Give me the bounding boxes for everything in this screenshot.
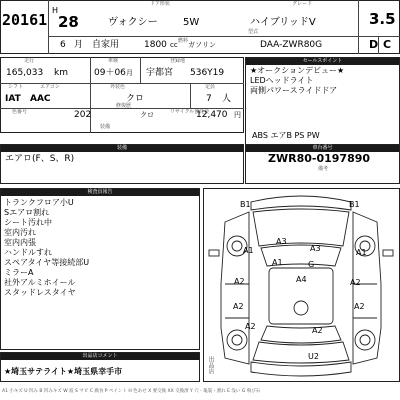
month: 6 [60, 40, 66, 50]
damage-mark: A1 [272, 258, 283, 267]
chassis-number: ZWR80-0197890 [268, 152, 371, 165]
usage: 自家用 [92, 40, 120, 50]
grade: ハイブリッドV [250, 17, 316, 28]
seats-unit: 人 [222, 94, 232, 104]
year: 28 [58, 13, 79, 31]
inspection-label: 車検 [108, 58, 119, 64]
location-value: 宇都宮 [146, 68, 174, 78]
car-diagram [203, 188, 400, 382]
sales-points-title: セールスポイント [246, 58, 399, 65]
sales-point-item: LEDヘッドライト [250, 76, 314, 85]
model-code: DAA-ZWR80G [260, 40, 323, 50]
sales-points-list [250, 66, 344, 96]
mileage-label: 走行 [24, 58, 35, 64]
damage-mark: A1 [243, 246, 254, 255]
history-label: 修復歴 [116, 103, 132, 109]
chassis-title: 車台番号 [246, 145, 399, 152]
color-name: クロ [140, 111, 154, 119]
fuel-label: 燃料 [178, 38, 189, 44]
shift-label: シフト [8, 84, 24, 90]
equipment-codes: ABS エアB PS PW [252, 131, 320, 140]
recycle-label: リサイクル預託金 [170, 109, 210, 115]
inspector-item: スタッドレスタイヤ [4, 288, 76, 297]
damage-mark: A2 [245, 322, 256, 331]
seats-label: 定員 [205, 84, 216, 90]
footer-legend: A1 小キズ U 凹み B 凹みキズ W 波 S サビ C 腐食 P ペイント H 色あせ X 要交換 XX 交換済 Y 穴・亀裂・割れ E 浅い G 飛び石 [2, 389, 261, 394]
doors: 5W [183, 17, 200, 28]
price-unit: 円 [234, 111, 241, 119]
inspector-item: 室内内張 [4, 238, 36, 247]
damage-mark: U2 [308, 352, 319, 361]
era-mark: H [52, 6, 59, 15]
equipment-title: 装備 [1, 145, 243, 152]
damage-mark: A4 [296, 275, 307, 284]
fuel: ガソリン [188, 41, 216, 49]
lot-number: 20161 [2, 11, 48, 29]
seats-value: 7 [206, 94, 212, 104]
color: クロ [126, 94, 145, 104]
damage-mark: A3 [310, 244, 321, 253]
mileage-value: 165,033 [6, 68, 44, 78]
aircon-label: エアコン [40, 84, 60, 90]
damage-mark: A2 [233, 302, 244, 311]
plate-value: 536Y19 [190, 68, 225, 78]
grade-label: グレード [292, 1, 313, 7]
displacement: 1800 [144, 40, 167, 50]
inspector-item: 社外アルミホイール [4, 278, 76, 287]
inspector-title: 検査員報告 [1, 189, 199, 196]
score: 3.5 [369, 10, 396, 28]
displacement-unit: cc [170, 41, 178, 49]
seller-comment: ★埼玉サテライト★埼玉県幸手市 [4, 367, 123, 376]
color-label: 外装色 [110, 84, 126, 90]
damage-mark: A2 [234, 277, 245, 286]
aircon: AAC [30, 94, 51, 104]
damage-mark: A1 [356, 248, 367, 257]
inspection-unit: 月 [126, 69, 133, 77]
inspector-item: シート汚れ中 [4, 218, 52, 227]
inspector-item: ハンドルすれ [4, 248, 52, 257]
damage-mark: B1 [240, 200, 251, 209]
damage-mark: A2 [350, 278, 361, 287]
seller-side-label: 出品店 [207, 356, 214, 374]
inspection-value: 09＋06 [94, 68, 126, 78]
color-no-label: 色番号 [12, 109, 28, 115]
location-label: 登録地 [170, 58, 186, 64]
inspector-item: 室内汚れ [4, 228, 36, 237]
inspector-item: スペアタイヤ等接続部U [4, 258, 90, 267]
remarks-label: 備考 [318, 166, 329, 172]
price: 12,470 [196, 110, 228, 120]
car-name: ヴォクシー [108, 17, 158, 28]
month-unit: 月 [74, 40, 84, 50]
sales-point-item: 両側パワースライドドア [250, 86, 338, 95]
sales-point-item: ★オークションデビュー★ [250, 66, 345, 75]
inspector-item: ミラーA [4, 268, 34, 277]
inspector-item: トランクフロア小U [4, 198, 74, 207]
transmission: IAT [5, 94, 21, 104]
equipment-sub-label: 装備 [100, 124, 111, 130]
damage-mark: A3 [276, 237, 287, 246]
exterior-grade: C [383, 38, 392, 51]
type-label: 型式 [248, 29, 259, 35]
interior-grade: D [369, 38, 379, 51]
damage-mark: G [308, 260, 315, 269]
inspector-item: Sエアロ割れ [4, 208, 50, 217]
seller-title: 出品店コメント [1, 353, 199, 360]
inspector-list [4, 198, 89, 298]
doors-label: ドア形状 [150, 1, 170, 7]
mileage-unit: km [54, 68, 68, 78]
equipment-value: エアロ(F、S、R) [5, 154, 75, 164]
damage-mark: A2 [312, 326, 323, 335]
damage-mark: A2 [354, 302, 365, 311]
damage-mark: B1 [349, 200, 360, 209]
color-code: 202 [74, 110, 92, 120]
